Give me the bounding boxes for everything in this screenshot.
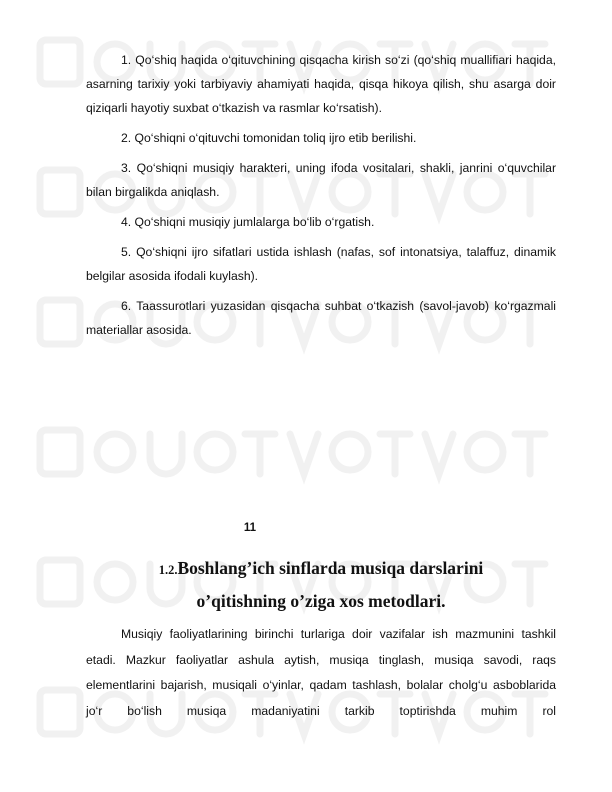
- list-item: 6. Taassurotlari yuzasidan qisqacha suhbat o‘tkazish (savol-javob) ko‘rgazmali materiallar asosida.: [86, 299, 556, 337]
- section-number: 1.2.: [158, 563, 178, 577]
- list-item: 2. Qo‘shiqni o‘qituvchi tomonidan toliq ijro etib berilishi.: [121, 131, 417, 145]
- list-item: 4. Qo‘shiqni musiqiy jumlalarga bo‘lib o‘rgatish.: [121, 215, 375, 229]
- section-heading-line-1: [86, 553, 556, 586]
- body-paragraph: Musiqiy faoliyatlarining birinchi turlariga doir vazifalar ish mazmunini tashkil etadi. Mazkur faoliyatlar ashula aytish, musiqa tinglash, musiqa savodi, raqs elementlarini bajarish, musiqali o‘yinlar, qadam tashlash, bolalar cholg‘u asboblarida jo‘r bo‘lish musiqa madaniyatini tarkib toptirishda muhim rol: [86, 627, 556, 718]
- list-item: 1. Qo‘shiq haqida o‘qituvchining qisqacha kirish so‘zi (qo‘shiq muallifiari haqida, asarning tarixiy yoki tarbiyaviy ahamiyati haqida, qisqa hikoya qilish, shu asarga doir qiziqarli hayotiy suxbat o‘tkazish va rasmlar ko‘rsatish).: [86, 53, 556, 115]
- body-text: [86, 622, 556, 730]
- section-heading: [86, 553, 556, 617]
- list-item: 3. Qo‘shiqni musiqiy harakteri, uning ifoda vositalari, shakli, janrini o‘quvchilar bilan birgalikda aniqlash.: [86, 161, 556, 199]
- numbered-list: [86, 48, 556, 348]
- page-number: 11: [243, 522, 257, 534]
- section-title-part-1: Boshlang’ich sinflarda musiqa darslarini: [177, 558, 484, 578]
- list-item: 5. Qo‘shiqni ijro sifatlari ustida ishlash (nafas, sof intonatsiya, talaffuz, dinamik belgilar asosida ifodali kuylash).: [86, 245, 556, 283]
- section-title-part-2: o’qitishning o’ziga xos metodlari.: [196, 591, 446, 611]
